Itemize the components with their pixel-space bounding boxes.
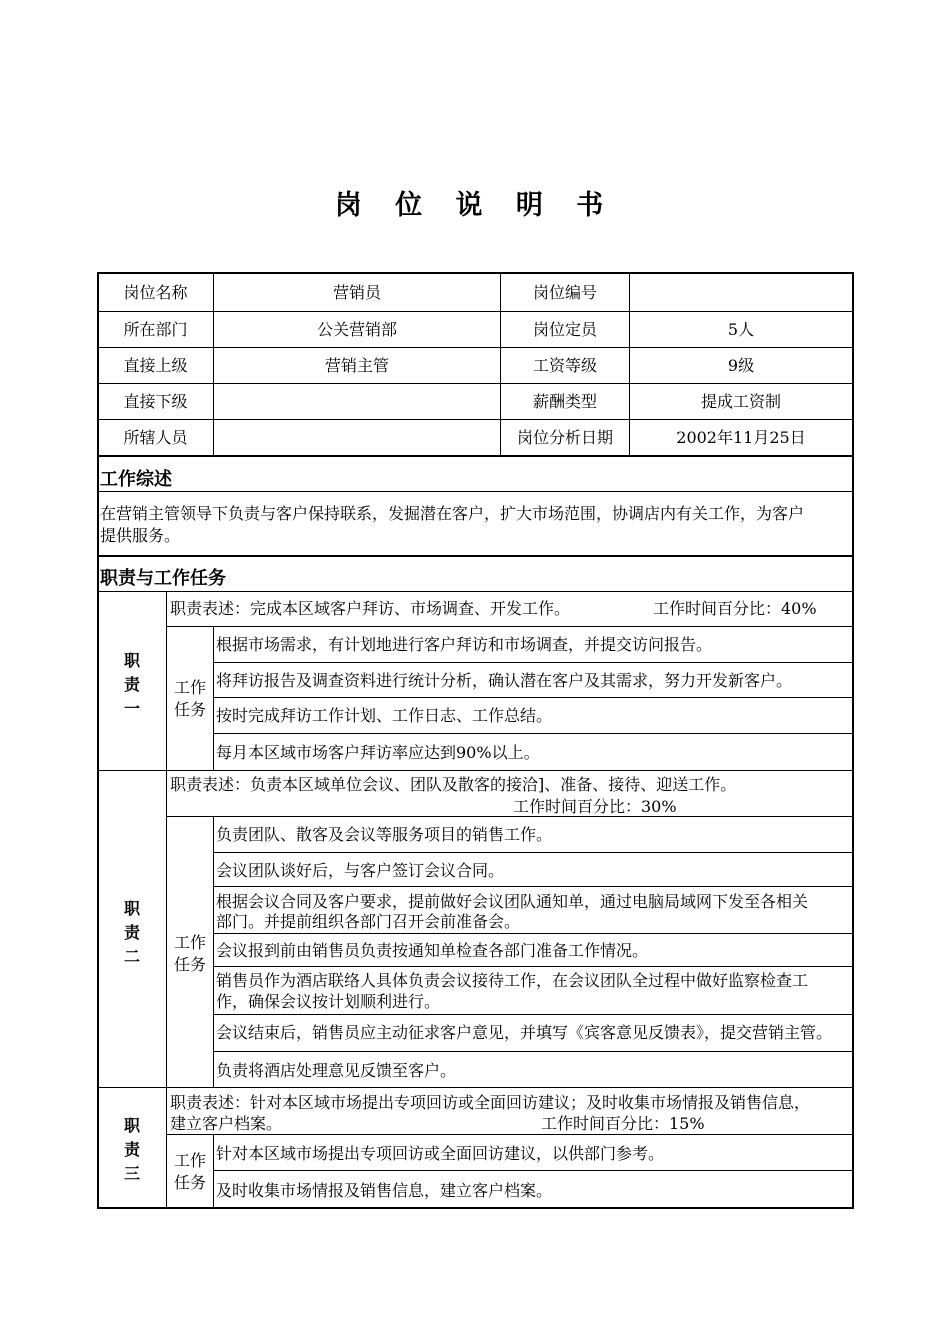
duty-2-task-1: 负责团队、散客及会议等服务项目的销售工作。 — [216, 825, 553, 844]
duty-2-task-7: 负责将酒店处理意见反馈至客户。 — [216, 1061, 457, 1080]
duty-3-label: 职 责 三 — [123, 1116, 140, 1183]
duty-2-task-2: 会议团队谈好后，与客户签订会议合同。 — [216, 861, 505, 880]
value-headcount: 5人 — [727, 319, 755, 339]
label-department: 所在部门 — [123, 319, 188, 339]
duties-heading: 职责与工作任务 — [100, 568, 226, 589]
duty-1-task-label: 工作 任务 — [173, 678, 206, 719]
label-analysis-date: 岗位分析日期 — [516, 428, 613, 447]
value-position-code — [630, 274, 852, 311]
duty-3-description-line-1: 职责表述：针对本区域市场提出专项回访或全面回访建议；及时收集市场情报及销售信息， — [170, 1093, 811, 1112]
duty-2-task-5-line-2: 作，确保会议按计划顺利进行。 — [216, 992, 441, 1011]
value-pay-type: 提成工资制 — [700, 391, 781, 411]
duty-2-percent: 工作时间百分比：30% — [513, 797, 677, 816]
duty-2-description: 职责表述：负责本区域单位会议、团队及散客的接洽]、准备、接待、迎送工作。 — [170, 775, 737, 794]
duty-1-label: 职 责 一 — [123, 651, 140, 718]
label-salary-grade: 工资等级 — [532, 355, 597, 375]
duty-3-description-line-2: 建立客户档案。 — [170, 1114, 283, 1133]
duty-2-task-3-line-1: 根据会议合同及客户要求，提前做好会议团队通知单，通过电脑局域网下发至各相关 — [216, 892, 809, 911]
duty-3-task-2: 及时收集市场情报及销售信息，建立客户档案。 — [216, 1181, 553, 1200]
value-subordinate — [214, 384, 500, 419]
summary-line-1: 在营销主管领导下负责与客户保持联系，发掘潜在客户，扩大市场范围，协调店内有关工作，为客户 — [100, 504, 805, 523]
duty-3-task-1: 针对本区域市场提出专项回访或全面回访建议，以供部门参考。 — [216, 1144, 665, 1163]
label-headcount: 岗位定员 — [532, 319, 597, 339]
value-position-name: 营销员 — [332, 282, 381, 302]
page-title: 岗 位 说 明 书 — [334, 190, 616, 221]
value-staff — [214, 420, 500, 456]
label-position-code: 岗位编号 — [532, 282, 597, 302]
duty-2-task-label: 工作 任务 — [173, 933, 206, 974]
summary-heading: 工作综述 — [100, 469, 172, 490]
duty-2-task-6: 会议结束后，销售员应主动征求客户意见，并填写《宾客意见反馈表》，提交营销主管。 — [216, 1023, 833, 1042]
label-supervisor: 直接上级 — [123, 355, 188, 375]
duty-1-task-2: 将拜访报告及调查资料进行统计分析，确认潜在客户及其需求，努力开发新客户。 — [216, 671, 793, 690]
duty-1-task-1: 根据市场需求，有计划地进行客户拜访和市场调查，并提交访问报告。 — [216, 635, 713, 654]
value-salary-grade: 9级 — [727, 355, 755, 375]
value-department: 公关营销部 — [316, 319, 397, 339]
duty-3-task-label: 工作 任务 — [173, 1151, 206, 1192]
duty-2-label: 职 责 二 — [123, 899, 140, 966]
duty-2-task-4: 会议报到前由销售员负责按通知单检查各部门准备工作情况。 — [216, 941, 649, 960]
label-subordinate: 直接下级 — [123, 391, 188, 411]
value-supervisor: 营销主管 — [324, 355, 389, 375]
duty-1-description: 职责表述：完成本区域客户拜访、市场调查、开发工作。 — [170, 599, 571, 618]
duty-2-task-3-line-2: 部门。并提前组织各部门召开会前准备会。 — [216, 912, 521, 931]
label-position-name: 岗位名称 — [123, 282, 188, 302]
label-pay-type: 薪酬类型 — [532, 391, 597, 411]
duty-1-percent: 工作时间百分比：40% — [653, 599, 817, 618]
duty-3-percent: 工作时间百分比：15% — [541, 1114, 705, 1133]
summary-line-2: 提供服务。 — [100, 526, 181, 545]
label-staff: 所辖人员 — [123, 428, 188, 447]
duty-2-task-5-line-1: 销售员作为酒店联络人具体负责会议接待工作，在会议团队全过程中做好监察检查工 — [216, 971, 809, 990]
value-analysis-date: 2002年11月25日 — [676, 428, 806, 447]
duty-1-task-3: 按时完成拜访工作计划、工作日志、工作总结。 — [216, 706, 553, 725]
duty-1-task-4: 每月本区域市场客户拜访率应达到90%以上。 — [216, 743, 540, 762]
